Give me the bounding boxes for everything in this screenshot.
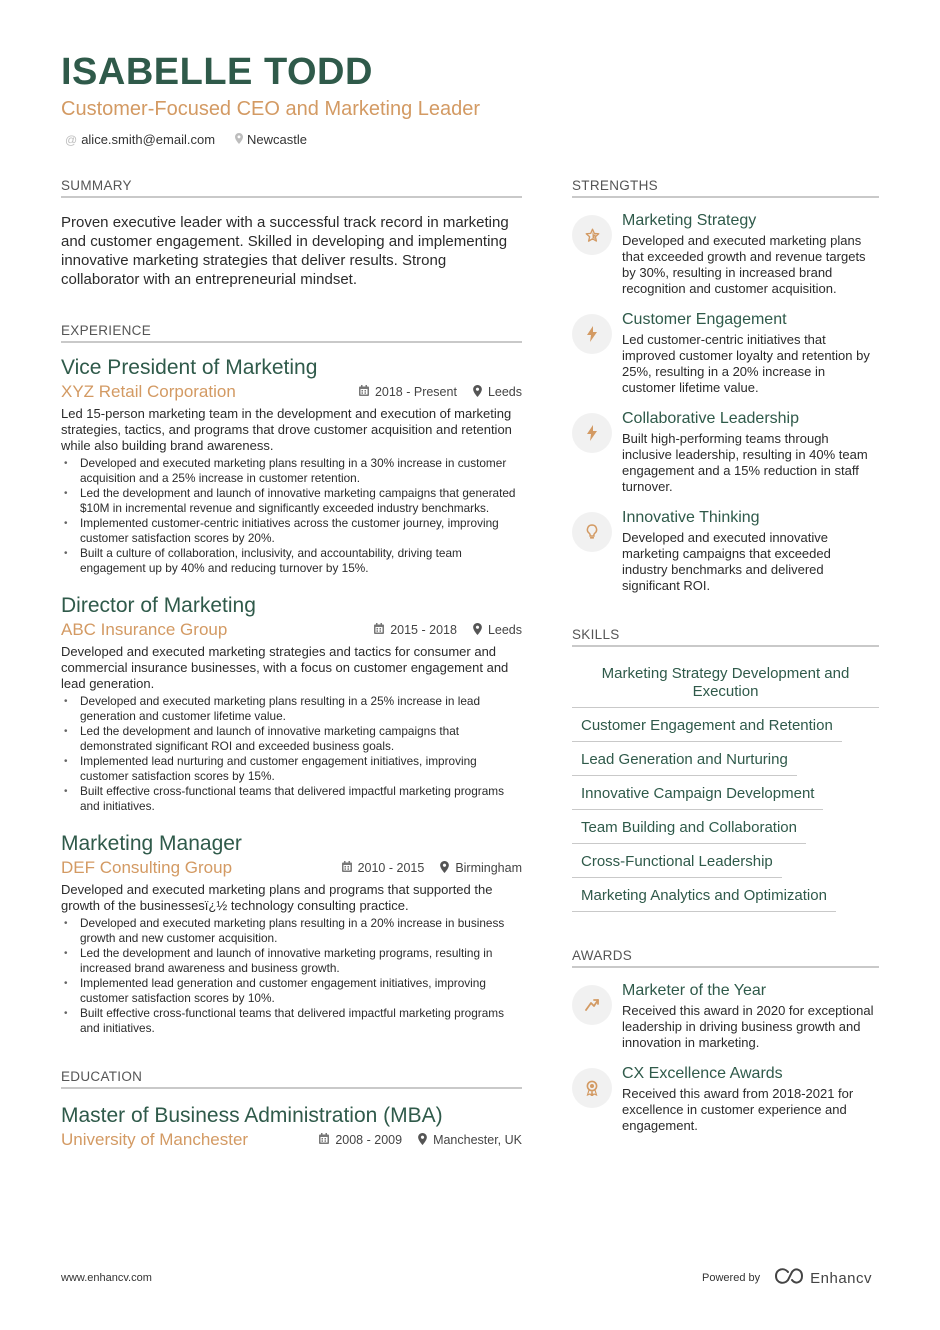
location-contact: [235, 132, 307, 147]
at-icon: @: [65, 132, 78, 147]
strength-title: Customer Engagement: [622, 311, 787, 328]
award-title: Marketer of the Year: [622, 982, 767, 999]
summary-text: Proven executive leader with a successful track record in marketing and customer engagement. Skilled in developing and implementing innovative marketing strategies that deliver results. Strong collaborator with an entrepreneurial mindset.: [61, 214, 509, 288]
lightbulb-icon: [572, 512, 612, 552]
powered-by-label: Powered by: [702, 1272, 761, 1284]
strength-description: Led customer-centric initiatives that improved customer loyalty and retention by 25%, resulting in a 20% increase in customer lifetime value.: [622, 332, 870, 395]
education-meta: [61, 1129, 522, 1151]
right-column: [572, 178, 879, 1134]
strength-item: [572, 508, 879, 594]
strength-item: [572, 310, 879, 396]
job-description: Developed and executed marketing plans and programs that supported the growth of the businessesï¿½ technology consulting practice.: [61, 882, 493, 913]
company-name: XYZ Retail Corporation: [61, 382, 236, 401]
job-entry: [61, 593, 522, 814]
strength-body: [622, 310, 879, 396]
email-text: alice.smith@email.com: [81, 132, 216, 147]
enhancv-logo-icon: [774, 1268, 804, 1288]
award-title: CX Excellence Awards: [622, 1065, 783, 1082]
lightning-icon: [572, 314, 612, 354]
job-meta: [61, 381, 522, 403]
skill-tag: Team Building and Collaboration: [572, 813, 806, 844]
job-bullet: • Implemented lead generation and customer engagement initiatives, improving customer satisfaction scores by 10%.: [61, 976, 522, 1006]
job-bullet: • Developed and executed marketing plans resulting in a 25% increase in lead generation and customer lifetime value.: [61, 694, 522, 724]
strength-title: Innovative Thinking: [622, 509, 760, 526]
enhancv-logo-text: Enhancv: [810, 1269, 872, 1287]
skill-tag: Customer Engagement and Retention: [572, 711, 842, 742]
experience-heading: EXPERIENCE: [61, 323, 522, 343]
contact-row: [61, 132, 881, 147]
awards-heading: AWARDS: [572, 948, 879, 968]
skill-tag: Marketing Analytics and Optimization: [572, 881, 836, 912]
location-pin-icon: [235, 133, 243, 147]
skill-tag: Lead Generation and Nurturing: [572, 745, 797, 776]
award-description: Received this award in 2020 for exceptional leadership in driving business growth and innovation in marketing.: [622, 1003, 874, 1050]
star-icon: [572, 215, 612, 255]
award-body: [622, 981, 879, 1051]
job-dates-text: 2018 - Present: [374, 385, 457, 399]
job-bullet: • Implemented customer-centric initiatives across the customer journey, improving customer satisfaction scores by 20%.: [61, 516, 522, 546]
experience-section: [61, 323, 522, 1036]
job-entry: [61, 831, 522, 1036]
job-description: Developed and executed marketing strategies and tactics for consumer and commercial insurance businesses, with a focus on customer engagement and lead generation.: [61, 644, 509, 691]
job-location-text: Birmingham: [455, 861, 522, 875]
location-pin-icon: [473, 623, 482, 638]
skills-list: [572, 659, 879, 915]
strength-description: Developed and executed marketing plans that exceeded growth and revenue targets by 30%, resulting in increased brand recognition and customer acquisition.: [622, 233, 866, 296]
award-description: Received this award from 2018-2021 for excellence in customer experience and engagement.: [622, 1086, 854, 1133]
school-name: University of Manchester: [61, 1130, 249, 1149]
job-location-text: Leeds: [487, 623, 522, 637]
job-meta-right: [342, 861, 522, 876]
trend-arrow-icon: [572, 985, 612, 1025]
job-bullet: • Implemented lead nurturing and customer engagement initiatives, improving customer satisfaction scores by 15%.: [61, 754, 522, 784]
job-title: Marketing Manager: [61, 832, 242, 855]
calendar-icon: [359, 385, 369, 399]
location-pin-icon: [418, 1133, 427, 1148]
awards-section: [572, 948, 879, 1134]
education-dates-text: 2008 - 2009: [335, 1133, 403, 1147]
job-bullet: • Built a culture of collaboration, inclusivity, and accountability, driving team engagement up by 40% and reducing turnover by 15%.: [61, 546, 522, 576]
degree-title: Master of Business Administration (MBA): [61, 1104, 443, 1127]
medal-icon: [572, 1068, 612, 1108]
calendar-icon: [342, 861, 352, 875]
job-bullet: • Led the development and launch of innovative marketing programs, resulting in increased brand awareness and business growth.: [61, 946, 522, 976]
location-pin-icon: [473, 385, 482, 400]
skill-tag: Cross-Functional Leadership: [572, 847, 782, 878]
job-bullets: [61, 694, 522, 814]
strength-item: [572, 409, 879, 495]
footer-website[interactable]: www.enhancv.com: [61, 1272, 152, 1284]
job-dates: [342, 861, 425, 875]
company-name: ABC Insurance Group: [61, 620, 228, 639]
education-dates: [319, 1133, 402, 1147]
job-bullet: • Developed and executed marketing plans resulting in a 20% increase in business growth and new customer acquisition.: [61, 916, 522, 946]
job-location-text: Leeds: [487, 385, 522, 399]
job-location: [440, 861, 522, 876]
strength-title: Marketing Strategy: [622, 212, 757, 229]
job-meta-right: [359, 385, 522, 400]
skill-tag: Marketing Strategy Development and Execution: [572, 659, 879, 708]
education-heading: EDUCATION: [61, 1069, 522, 1089]
job-dates-text: 2010 - 2015: [357, 861, 425, 875]
left-column: [61, 178, 522, 1151]
strength-description: Built high-performing teams through inclusive leadership, resulting in 40% team engagement and a 15% reduction in staff turnover.: [622, 431, 868, 494]
education-location: [418, 1133, 522, 1148]
job-bullets: [61, 456, 522, 576]
enhancv-logo[interactable]: [774, 1268, 872, 1288]
strength-body: [622, 409, 879, 495]
education-section: [61, 1069, 522, 1151]
company-name: DEF Consulting Group: [61, 858, 233, 877]
education-location-text: Manchester, UK: [433, 1133, 522, 1147]
job-dates: [359, 385, 457, 399]
job-location: [473, 623, 522, 638]
job-description: Led 15-person marketing team in the development and execution of marketing strategies, tactics, and programs that drove customer acquisition and retention while also building brand awareness.: [61, 406, 512, 453]
resume-header: [61, 50, 881, 147]
footer-branding: [702, 1268, 872, 1288]
job-dates: [374, 623, 457, 637]
award-body: [622, 1064, 879, 1134]
skills-heading: SKILLS: [572, 627, 879, 647]
strength-title: Collaborative Leadership: [622, 410, 799, 427]
location-pin-icon: [440, 861, 449, 876]
summary-heading: SUMMARY: [61, 178, 522, 198]
job-bullet: • Led the development and launch of innovative marketing campaigns that generated $10M in incremental revenue and significantly exceeded industry benchmarks.: [61, 486, 522, 516]
strength-item: [572, 211, 879, 297]
job-bullet: • Built effective cross-functional teams that delivered impactful marketing programs and initiatives.: [61, 1006, 522, 1036]
candidate-name: ISABELLE TODD: [61, 51, 373, 93]
job-meta-right: [374, 623, 522, 638]
candidate-headline: Customer-Focused CEO and Marketing Leader: [61, 98, 481, 120]
job-location: [473, 385, 522, 400]
job-dates-text: 2015 - 2018: [390, 623, 457, 637]
strengths-heading: STRENGTHS: [572, 178, 879, 198]
award-item: [572, 1064, 879, 1134]
strength-body: [622, 508, 879, 594]
summary-section: [61, 178, 522, 289]
email-contact[interactable]: [65, 132, 215, 147]
job-title: Director of Marketing: [61, 594, 256, 617]
strength-body: [622, 211, 879, 297]
award-item: [572, 981, 879, 1051]
job-bullet: • Built effective cross-functional teams that delivered impactful marketing programs and initiatives.: [61, 784, 522, 814]
calendar-icon: [319, 1133, 329, 1147]
job-meta: [61, 619, 522, 641]
job-entry: [61, 355, 522, 576]
calendar-icon: [374, 623, 384, 637]
lightning-icon: [572, 413, 612, 453]
skill-tag: Innovative Campaign Development: [572, 779, 823, 810]
strengths-section: [572, 178, 879, 594]
education-meta-right: [319, 1133, 522, 1148]
job-bullet: • Developed and executed marketing plans resulting in a 30% increase in customer acquisition and a 25% increase in customer retention.: [61, 456, 522, 486]
strength-description: Developed and executed innovative marketing campaigns that exceeded industry benchmarks and delivered significant ROI.: [622, 530, 831, 593]
job-bullets: [61, 916, 522, 1036]
job-title: Vice President of Marketing: [61, 356, 318, 379]
location-text: Newcastle: [247, 132, 307, 147]
job-meta: [61, 857, 522, 879]
skills-section: [572, 627, 879, 915]
job-bullet: • Led the development and launch of innovative marketing campaigns that demonstrated significant ROI and exceeded business goals.: [61, 724, 522, 754]
